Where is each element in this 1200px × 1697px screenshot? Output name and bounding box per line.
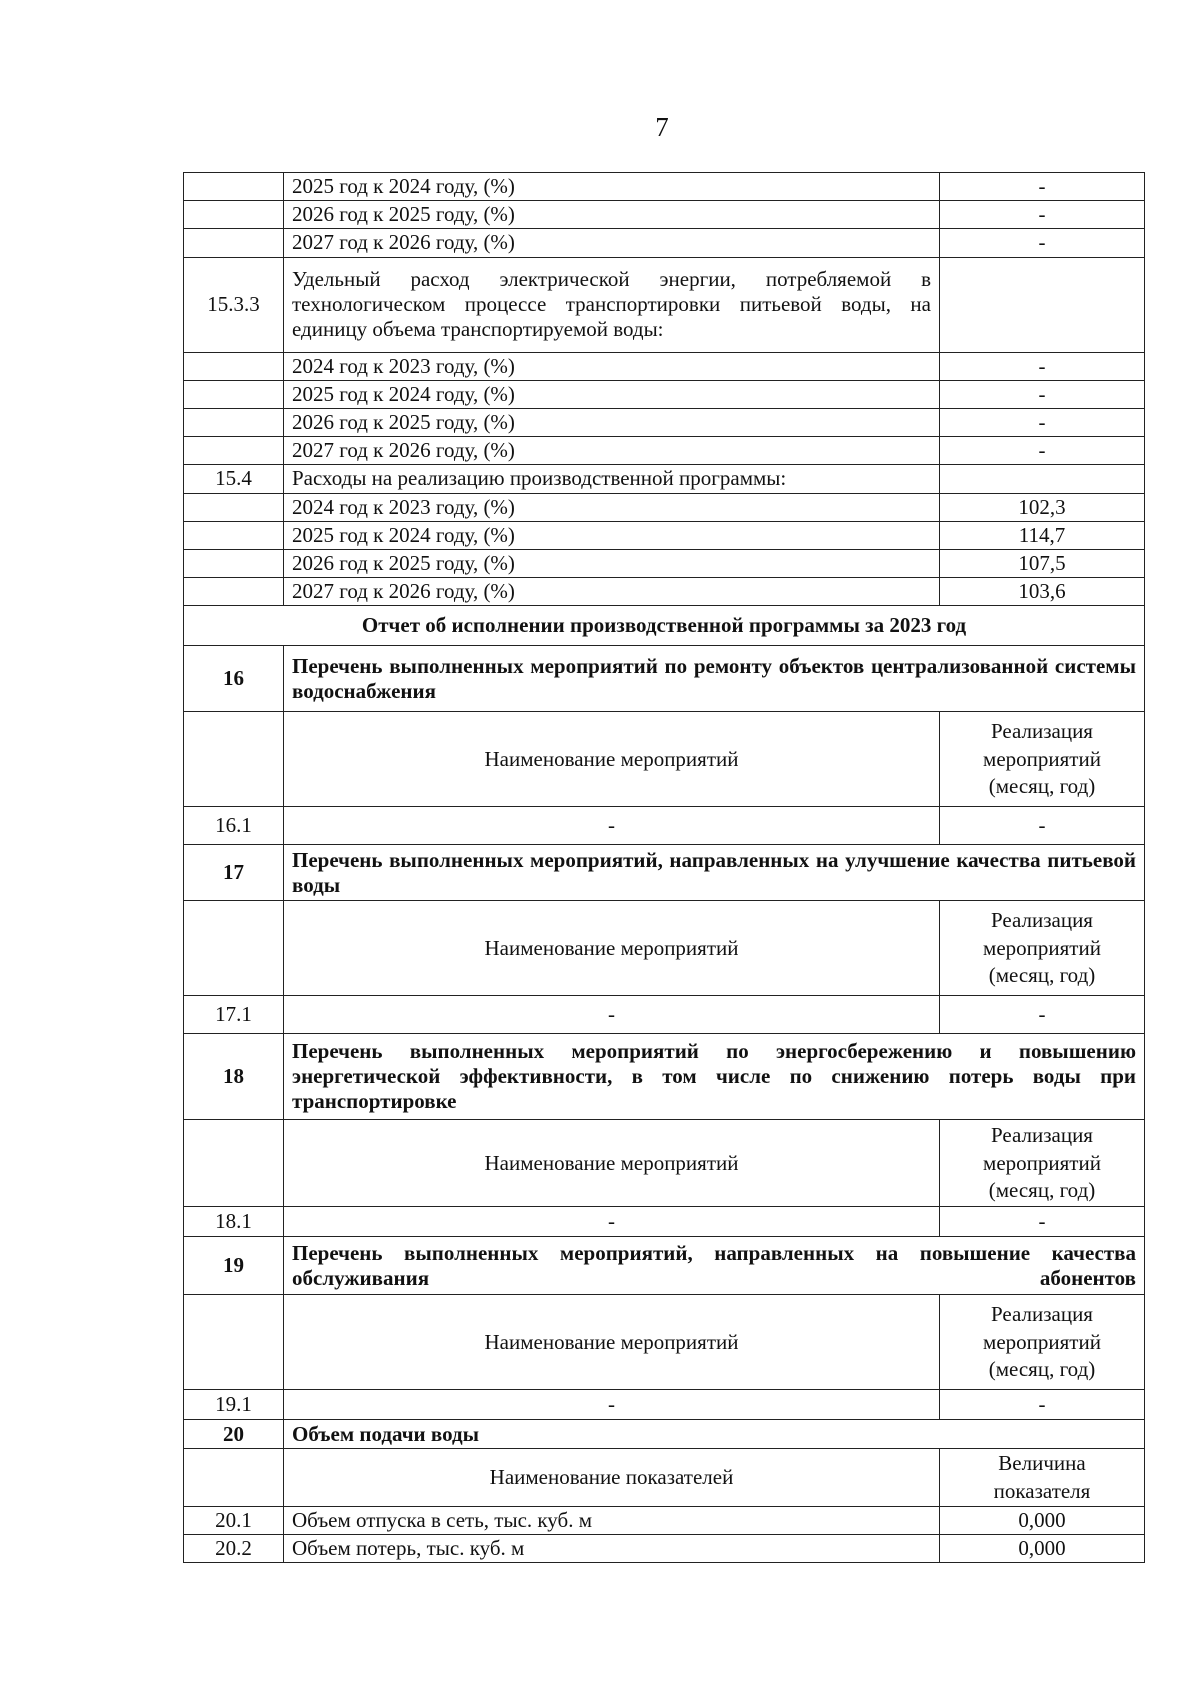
row-number: 15.4	[184, 465, 284, 493]
table-row	[184, 578, 1145, 606]
table-row	[184, 493, 1145, 521]
header-line: Реализация	[991, 908, 1093, 933]
column-header-name: Наименование мероприятий	[284, 901, 940, 996]
report-heading: Отчет об исполнении производственной программы за 2023 год	[184, 606, 1145, 646]
row-label: 2024 год к 2023 году, (%)	[284, 493, 940, 521]
section-number: 18	[184, 1034, 284, 1120]
row-number: 20.1	[184, 1506, 284, 1534]
table-row	[184, 996, 1145, 1034]
table-row-15-4	[184, 465, 1145, 493]
section-title-row	[184, 1237, 1145, 1295]
header-line: Реализация	[991, 1123, 1093, 1148]
row-label: Объем потерь, тыс. куб. м	[284, 1535, 940, 1563]
column-header-implementation	[940, 1295, 1145, 1390]
table-row	[184, 201, 1145, 229]
section-number: 19	[184, 1237, 284, 1295]
table-row	[184, 1535, 1145, 1563]
row-label: 2027 год к 2026 году, (%)	[284, 437, 940, 465]
row-value: 103,6	[940, 578, 1145, 606]
header-line: (месяц, год)	[988, 1356, 1096, 1381]
row-label: -	[284, 1207, 940, 1237]
table-row	[184, 549, 1145, 577]
section-title: Перечень выполненных мероприятий по ремонту объектов централизованной системы водоснабжения	[284, 646, 1145, 712]
table-row	[184, 408, 1145, 436]
row-value: 114,7	[940, 521, 1145, 549]
table-row	[184, 437, 1145, 465]
row-value: 0,000	[940, 1535, 1145, 1563]
section-title: Перечень выполненных мероприятий по энергосбережению и повышению энергетической эффективности, в том числе по снижению потерь воды при транспортировке	[284, 1034, 1145, 1120]
table-row-15-3-3	[184, 257, 1145, 352]
report-heading-row	[184, 606, 1145, 646]
row-value: -	[940, 437, 1145, 465]
row-number: 19.1	[184, 1390, 284, 1420]
row-value: -	[940, 1390, 1145, 1420]
table-row	[184, 380, 1145, 408]
row-value: -	[940, 380, 1145, 408]
table-row	[184, 521, 1145, 549]
row-value	[940, 257, 1145, 352]
header-line: мероприятий	[983, 1150, 1101, 1175]
row-value	[940, 465, 1145, 493]
table-row	[184, 1390, 1145, 1420]
row-value: 102,3	[940, 493, 1145, 521]
row-label: 2027 год к 2026 году, (%)	[284, 578, 940, 606]
row-value: -	[940, 352, 1145, 380]
row-number: 16.1	[184, 807, 284, 845]
column-header-name: Наименование мероприятий	[284, 1120, 940, 1207]
section-title: Перечень выполненных мероприятий, направленных на повышение качества обслуживания абонентов	[284, 1237, 1145, 1295]
row-label: Удельный расход электрической энергии, потребляемой в технологическом процессе транспортировки питьевой воды, на единицу объема транспортируемой воды:	[284, 257, 940, 352]
header-line: мероприятий	[983, 935, 1101, 960]
section-number: 16	[184, 646, 284, 712]
row-label: Расходы на реализацию производственной программы:	[284, 465, 940, 493]
section-header-row	[184, 901, 1145, 996]
section-title: Объем подачи воды	[284, 1420, 1145, 1449]
table-row	[184, 807, 1145, 845]
table-row	[184, 229, 1145, 257]
row-value: -	[940, 229, 1145, 257]
page-number: 7	[655, 112, 669, 142]
row-number	[184, 201, 284, 229]
column-header-name: Наименование показателей	[284, 1449, 940, 1507]
row-label: 2025 год к 2024 году, (%)	[284, 173, 940, 201]
row-label: 2027 год к 2026 году, (%)	[284, 229, 940, 257]
row-number	[184, 380, 284, 408]
row-number: 17.1	[184, 996, 284, 1034]
section-title-row	[184, 1034, 1145, 1120]
header-line: (месяц, год)	[988, 1177, 1096, 1202]
row-label: Объем отпуска в сеть, тыс. куб. м	[284, 1506, 940, 1534]
row-number	[184, 352, 284, 380]
row-value: 0,000	[940, 1506, 1145, 1534]
header-number	[184, 1120, 284, 1207]
header-line: (месяц, год)	[988, 773, 1096, 798]
row-value: -	[940, 1207, 1145, 1237]
header-number	[184, 901, 284, 996]
row-number	[184, 408, 284, 436]
column-header-name: Наименование мероприятий	[284, 712, 940, 807]
table-row	[184, 1207, 1145, 1237]
section-header-row	[184, 1449, 1145, 1507]
row-value: 107,5	[940, 549, 1145, 577]
header-line: показателя	[993, 1478, 1091, 1503]
row-label: 2024 год к 2023 году, (%)	[284, 352, 940, 380]
row-label: 2026 год к 2025 году, (%)	[284, 408, 940, 436]
row-number	[184, 521, 284, 549]
row-label: -	[284, 1390, 940, 1420]
row-label: 2026 год к 2025 году, (%)	[284, 549, 940, 577]
row-number: 18.1	[184, 1207, 284, 1237]
header-line: мероприятий	[983, 1329, 1101, 1354]
section-title: Перечень выполненных мероприятий, направленных на улучшение качества питьевой воды	[284, 845, 1145, 901]
row-value: -	[940, 807, 1145, 845]
table-row	[184, 352, 1145, 380]
row-label: 2025 год к 2024 году, (%)	[284, 380, 940, 408]
column-header-implementation	[940, 712, 1145, 807]
row-number	[184, 549, 284, 577]
row-value: -	[940, 173, 1145, 201]
section-title-row	[184, 1420, 1145, 1449]
row-number: 15.3.3	[184, 257, 284, 352]
column-header-implementation	[940, 1120, 1145, 1207]
section-title-row	[184, 646, 1145, 712]
row-number	[184, 173, 284, 201]
row-value: -	[940, 996, 1145, 1034]
section-header-row	[184, 712, 1145, 807]
row-label: 2026 год к 2025 году, (%)	[284, 201, 940, 229]
header-line: Реализация	[991, 1302, 1093, 1327]
header-number	[184, 1449, 284, 1507]
row-number	[184, 578, 284, 606]
header-number	[184, 1295, 284, 1390]
row-number: 20.2	[184, 1535, 284, 1563]
section-title-row	[184, 845, 1145, 901]
row-value: -	[940, 201, 1145, 229]
header-line: Величина	[998, 1451, 1086, 1476]
table-row	[184, 1506, 1145, 1534]
column-header-value	[940, 1449, 1145, 1507]
header-line: (месяц, год)	[988, 962, 1096, 987]
header-number	[184, 712, 284, 807]
report-table	[183, 172, 1145, 1563]
row-value: -	[940, 408, 1145, 436]
column-header-name: Наименование мероприятий	[284, 1295, 940, 1390]
table-row	[184, 173, 1145, 201]
row-label: 2025 год к 2024 году, (%)	[284, 521, 940, 549]
row-label: -	[284, 996, 940, 1034]
column-header-implementation	[940, 901, 1145, 996]
row-label: -	[284, 807, 940, 845]
header-line: Реализация	[991, 719, 1093, 744]
row-number	[184, 437, 284, 465]
row-number	[184, 493, 284, 521]
section-header-row	[184, 1120, 1145, 1207]
row-number	[184, 229, 284, 257]
section-header-row	[184, 1295, 1145, 1390]
section-number: 17	[184, 845, 284, 901]
header-line: мероприятий	[983, 746, 1101, 771]
section-number: 20	[184, 1420, 284, 1449]
